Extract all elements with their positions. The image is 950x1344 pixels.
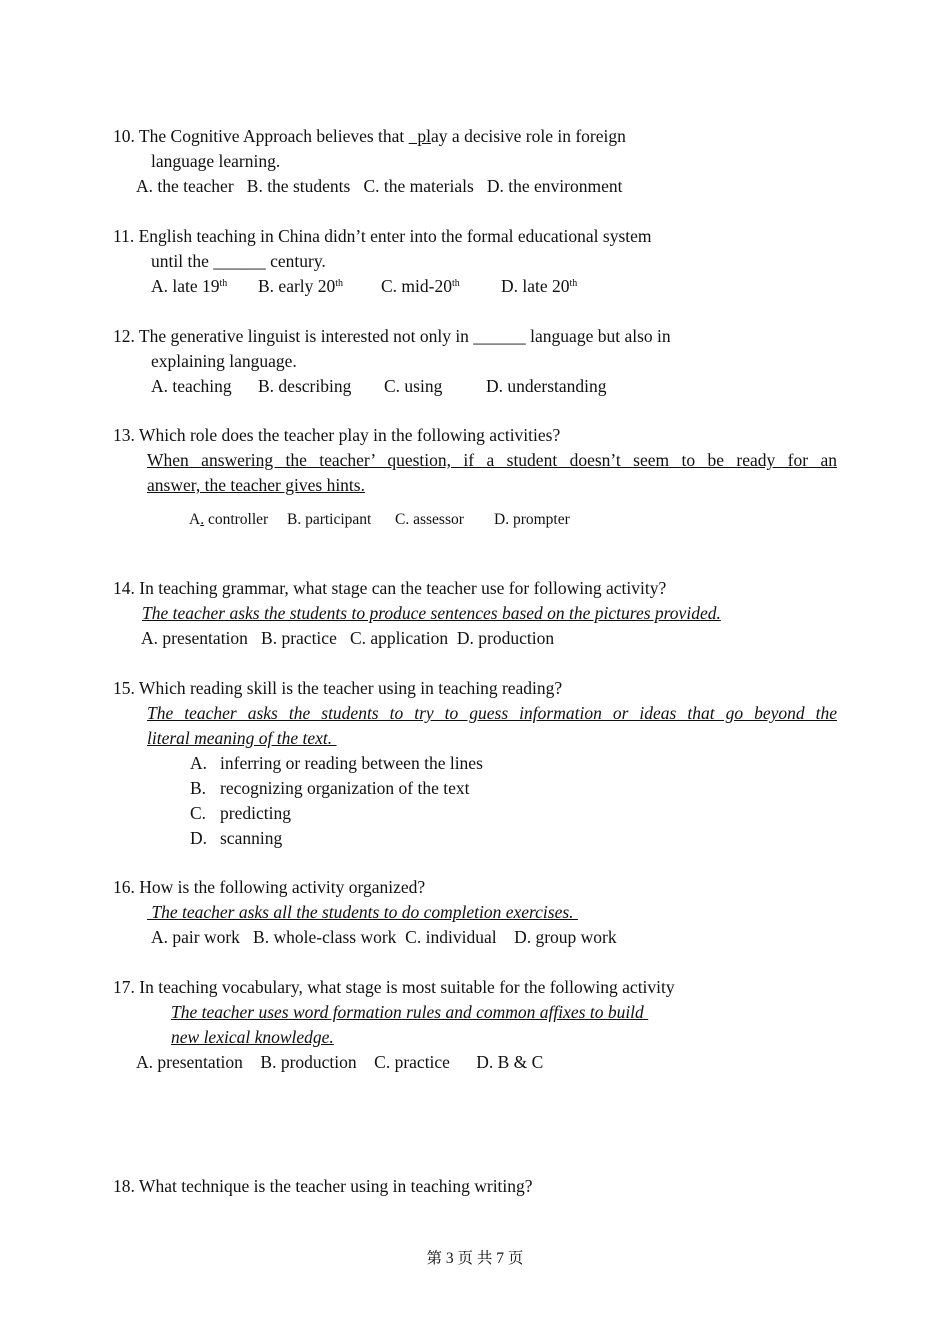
q15-option-c-letter: C. [190, 803, 207, 823]
q11-option-a: A. late 19th [151, 276, 228, 296]
q17-activity-line2: new lexical knowledge. [171, 1027, 334, 1047]
q12-stem-line2: explaining language. [151, 351, 297, 371]
q11-option-d: D. late 20th [501, 276, 578, 296]
q13-option-a: A. controller [189, 511, 269, 528]
q10-stem-line2: language learning. [151, 151, 281, 171]
q10-stem-text-2: ay a decisive role in foreign [431, 126, 626, 146]
q11-option-c: C. mid-20th [381, 276, 460, 296]
q15-option-d-text: scanning [220, 828, 283, 848]
q11-option-b: B. early 20th [258, 276, 344, 296]
q14-stem: 14. In teaching grammar, what stage can the teacher use for following activity? [113, 578, 667, 598]
q16-activity: The teacher asks all the students to do completion exercises. [147, 902, 578, 922]
q13-activity-line1: When answering the teacher’ question, if a student doesn’t seem to be ready for an [147, 450, 837, 470]
q15-option-b-text: recognizing organization of the text [220, 778, 470, 798]
q10-stem [113, 125, 626, 147]
q13-stem: 13. Which role does the teacher play in the following activities? [113, 425, 561, 445]
q12-option-b: B. describing [258, 376, 352, 396]
q18-stem: 18. What technique is the teacher using in teaching writing? [113, 1176, 533, 1196]
q12-option-a: A. teaching [151, 376, 232, 396]
q17-stem: 17. In teaching vocabulary, what stage is most suitable for the following activity [113, 977, 675, 997]
q12-option-c: C. using [384, 376, 443, 396]
q15-activity-line2: literal meaning of the text. [147, 728, 337, 748]
q15-stem: 15. Which reading skill is the teacher using in teaching reading? [113, 678, 563, 698]
q10-options: A. the teacher B. the students C. the materials D. the environment [136, 176, 623, 196]
q10-stem-text: 10. The Cognitive Approach believes that [113, 126, 409, 146]
q14-activity: The teacher asks the students to produce sentences based on the pictures provided. [142, 603, 721, 623]
q12-stem: 12. The generative linguist is interested not only in ______ language but also in [113, 326, 671, 346]
q15-activity-line1: The teacher asks the students to try to guess information or ideas that go beyond the [147, 703, 837, 723]
q13-option-c: C. assessor [395, 511, 464, 528]
q11-stem-line2: until the ______ century. [151, 251, 326, 271]
q15-option-b-letter: B. [190, 778, 207, 798]
q15-option-d-letter: D. [190, 828, 208, 848]
q14-options: A. presentation B. practice C. application D. production [141, 628, 555, 648]
q17-options: A. presentation B. production C. practice D. B & C [136, 1052, 544, 1072]
q13-option-d: D. prompter [494, 511, 570, 528]
q15-option-a-letter: A. [190, 753, 208, 773]
q12-option-d: D. understanding [486, 376, 607, 396]
q17-activity-line1: The teacher uses word formation rules and common affixes to build [171, 1002, 649, 1022]
q13-option-b: B. participant [287, 511, 372, 528]
q10-blank: pl [408, 126, 432, 146]
q11-stem: 11. English teaching in China didn’t enter into the formal educational system [113, 226, 652, 246]
page-number-footer: 第 3 页 共 7 页 [426, 1250, 524, 1267]
q15-option-c-text: predicting [220, 803, 291, 823]
q13-activity-line2: answer, the teacher gives hints. [147, 475, 365, 495]
q15-option-a-text: inferring or reading between the lines [220, 753, 483, 773]
q16-options: A. pair work B. whole-class work C. individual D. group work [151, 927, 617, 947]
q16-stem: 16. How is the following activity organized? [113, 877, 426, 897]
